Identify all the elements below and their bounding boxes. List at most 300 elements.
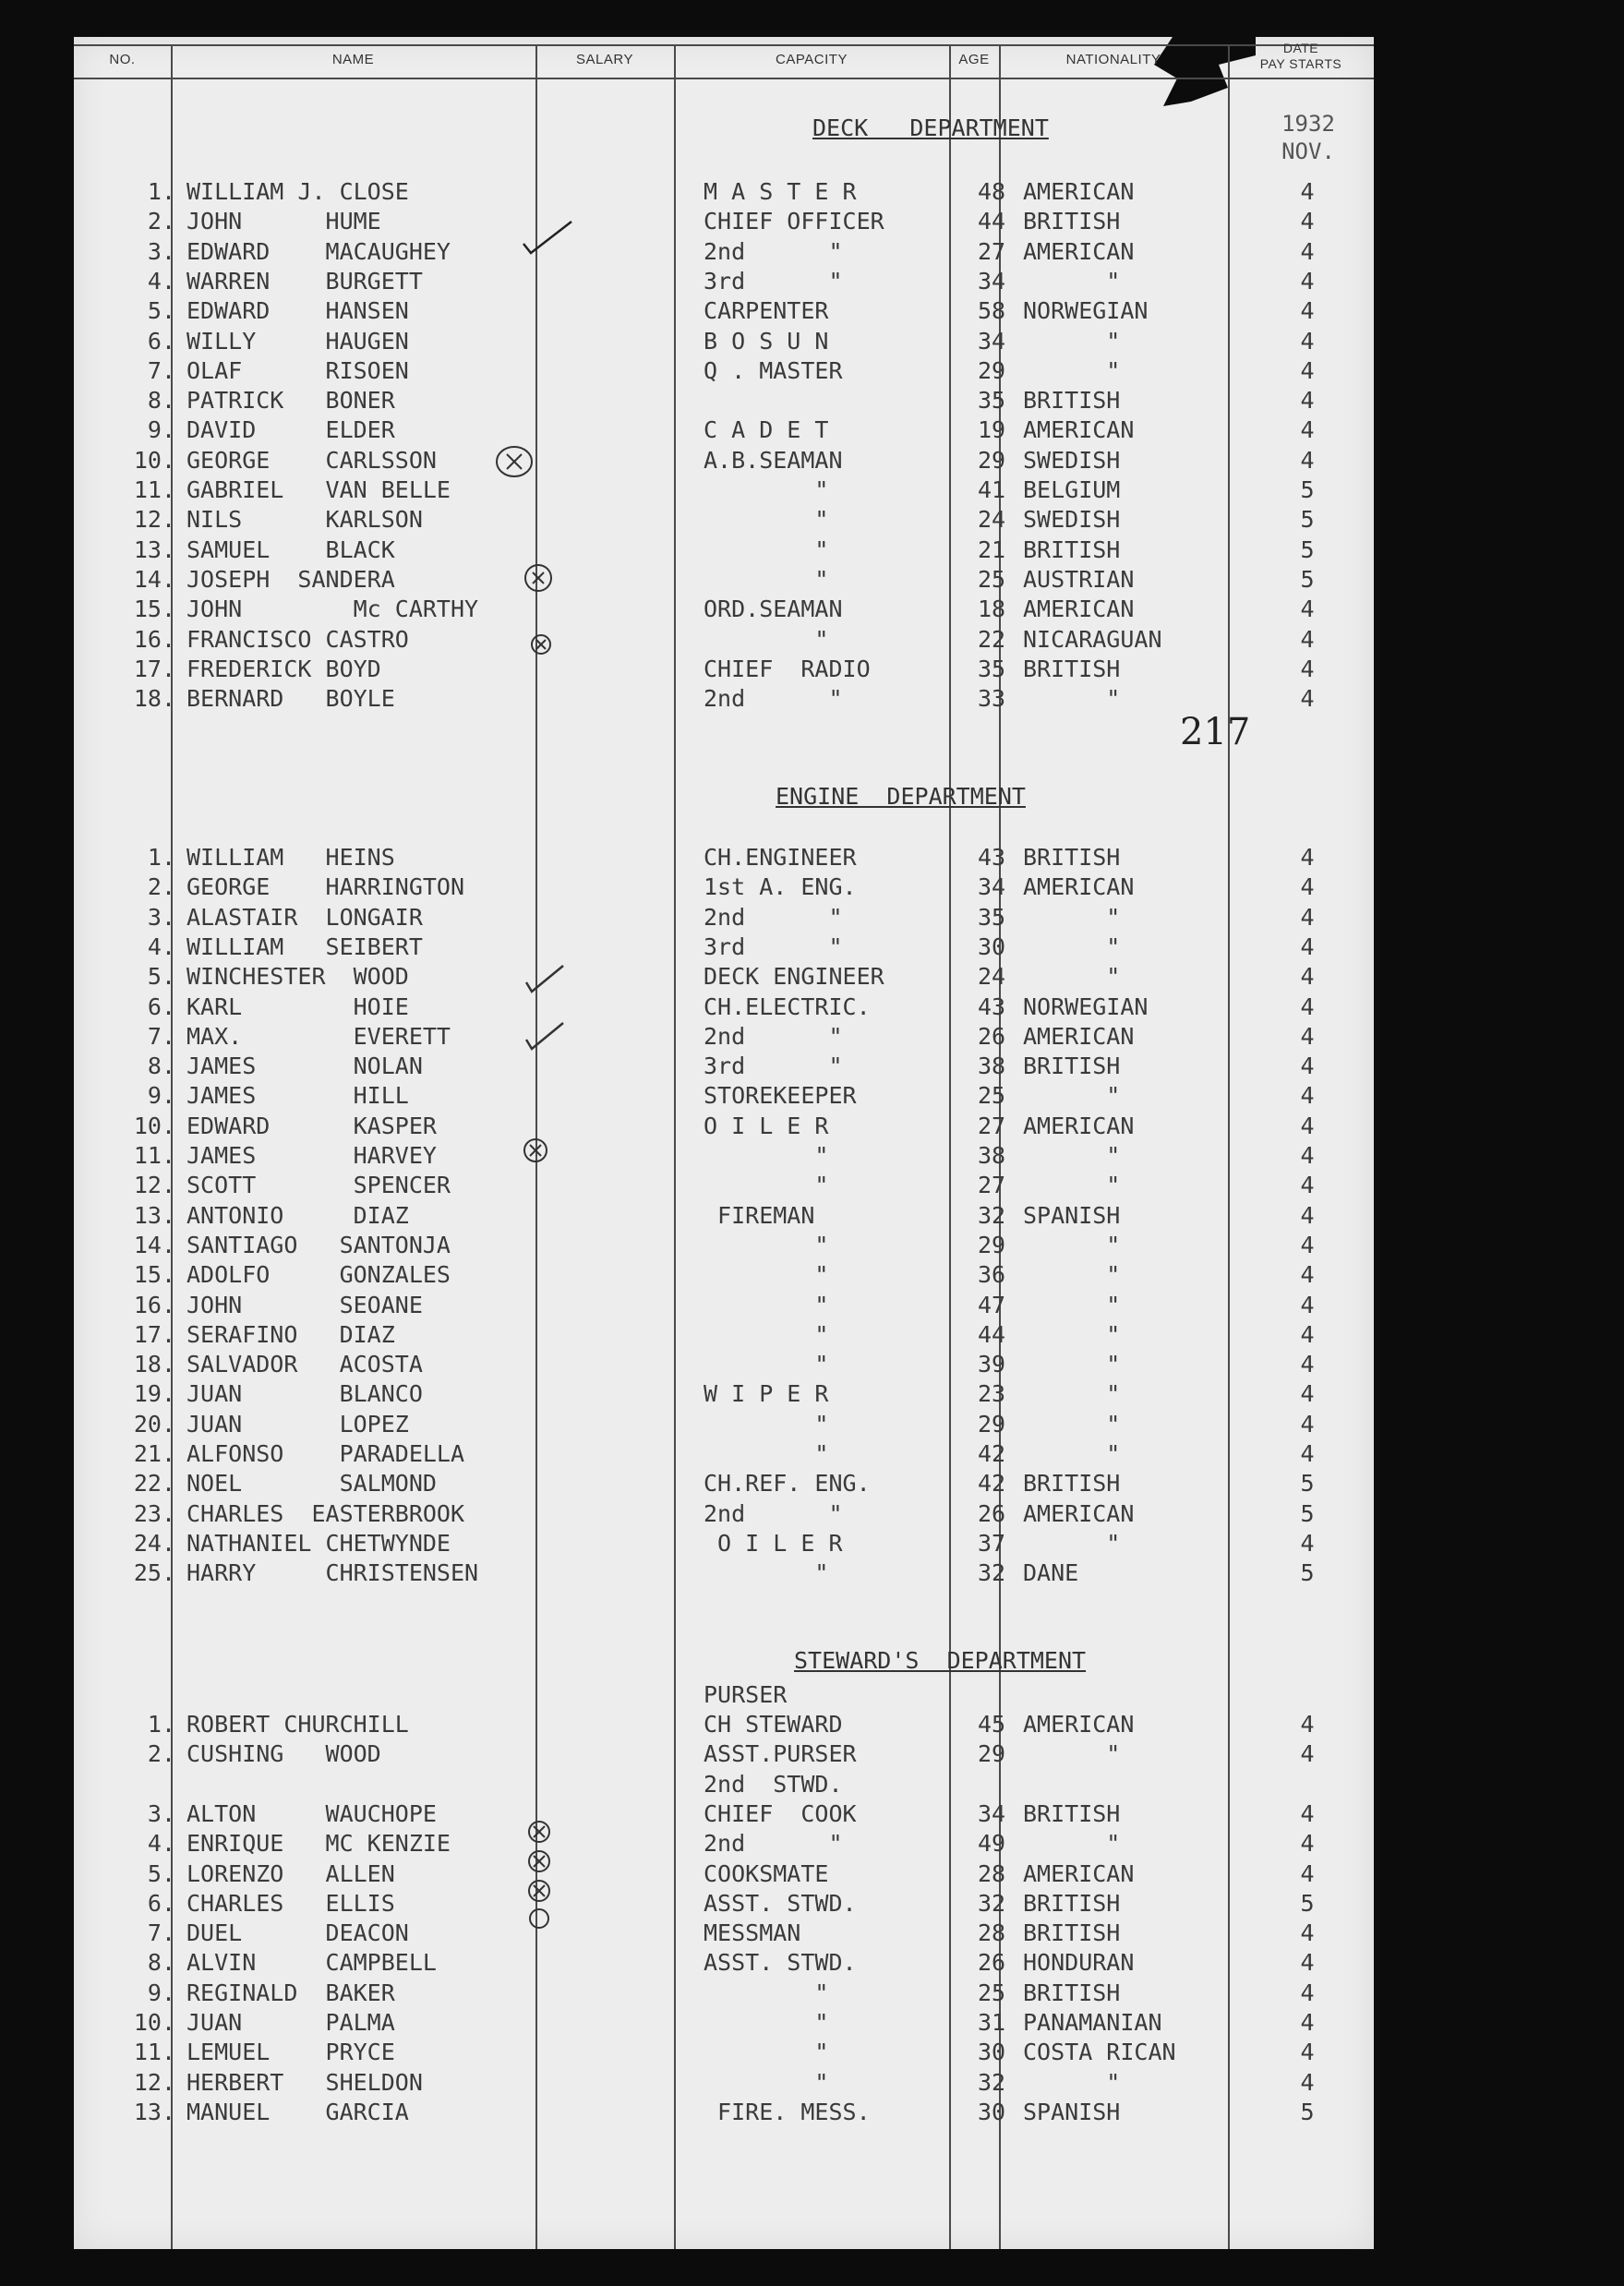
crew-row [74, 1948, 1374, 1978]
crew-row [74, 1829, 1374, 1859]
header-pay-starts: PAY STARTS [1259, 56, 1342, 71]
crew-age: 33 [977, 685, 1006, 713]
crew-nationality: BRITISH [1023, 1889, 1121, 1917]
crew-age: 30 [977, 2039, 1006, 2066]
crew-pay-start-date: 4 [1300, 2039, 1315, 2066]
crew-age: 36 [977, 1261, 1006, 1289]
crew-age: 49 [977, 1830, 1006, 1858]
crew-pay-start-date: 4 [1300, 387, 1315, 415]
crew-capacity: 3rd " [704, 1053, 843, 1080]
crew-name: JUAN PALMA [186, 2009, 395, 2036]
crew-number: 8. [147, 1053, 175, 1080]
department-title: STEWARD'S DEPARTMENT [794, 1647, 1087, 1674]
crew-number: 6. [147, 327, 175, 355]
crew-capacity: 1st A. ENG. [704, 873, 857, 901]
crew-number: 18. [133, 685, 175, 713]
check-mark [524, 962, 565, 999]
crew-pay-start-date: 4 [1300, 2068, 1315, 2096]
page-number-stamp: 217 [1180, 711, 1251, 753]
crew-capacity: " [704, 2039, 829, 2066]
crew-capacity: 2nd " [704, 1830, 843, 1858]
crew-name: FRANCISCO CASTRO [186, 625, 409, 653]
crew-number: 3. [147, 237, 175, 265]
crew-nationality: " [1023, 2068, 1121, 2096]
crew-age: 24 [977, 963, 1006, 991]
crew-name: SERAFINO DIAZ [186, 1320, 395, 1348]
crew-number: 2. [147, 208, 175, 235]
crew-age: 29 [977, 1740, 1006, 1768]
crew-row [74, 993, 1374, 1022]
crew-age: 41 [977, 476, 1006, 503]
crew-name: JAMES HARVEY [186, 1142, 437, 1169]
crew-row [74, 2008, 1374, 2038]
crew-nationality: BRITISH [1023, 1919, 1121, 1947]
crew-capacity: " [704, 476, 829, 503]
crew-name: GEORGE CARLSSON [186, 446, 437, 474]
crew-nationality: " [1023, 1291, 1121, 1318]
circled-x-mark [521, 1136, 550, 1169]
crew-number: 4. [147, 267, 175, 295]
crew-nationality: " [1023, 1231, 1121, 1258]
circled-x-stack-mark [524, 1819, 554, 1933]
crew-capacity: M A S T E R [704, 178, 857, 205]
crew-capacity: " [704, 1291, 829, 1318]
crew-pay-start-date: 4 [1300, 1201, 1315, 1229]
crew-capacity: CHIEF COOK [704, 1799, 857, 1827]
crew-nationality: " [1023, 1320, 1121, 1348]
crew-row [74, 2038, 1374, 2067]
crew-row [74, 903, 1374, 932]
crew-name: GEORGE HARRINGTON [186, 873, 465, 901]
crew-age: 35 [977, 387, 1006, 415]
crew-capacity: Q . MASTER [704, 356, 843, 384]
crew-capacity: ASST. STWD. [704, 1889, 857, 1917]
crew-nationality: AMERICAN [1023, 596, 1135, 623]
crew-number: 20. [133, 1410, 175, 1438]
crew-age: 25 [977, 1082, 1006, 1110]
crew-age: 27 [977, 1172, 1006, 1199]
crew-name: WILLIAM HEINS [186, 844, 395, 871]
crew-row [74, 2098, 1374, 2127]
crew-nationality: " [1023, 1380, 1121, 1408]
crew-age: 44 [977, 1320, 1006, 1348]
crew-number: 4. [147, 932, 175, 960]
crew-pay-start-date: 4 [1300, 873, 1315, 901]
crew-capacity: " [704, 1559, 829, 1587]
crew-capacity: " [704, 1172, 829, 1199]
crew-age: 39 [977, 1351, 1006, 1378]
crew-number: 10. [133, 2009, 175, 2036]
crew-row [74, 1919, 1374, 1948]
crew-age: 19 [977, 416, 1006, 444]
crew-name: HARRY CHRISTENSEN [186, 1559, 479, 1587]
crew-pay-start-date: 4 [1300, 1740, 1315, 1768]
crew-nationality: SWEDISH [1023, 446, 1121, 474]
crew-nationality: SWEDISH [1023, 506, 1121, 534]
crew-pay-start-date: 4 [1300, 655, 1315, 682]
crew-number: 1. [147, 844, 175, 871]
crew-row [74, 535, 1374, 565]
crew-row [74, 1770, 1374, 1799]
crew-name: OLAF RISOEN [186, 356, 409, 384]
crew-name: MAX. EVERETT [186, 1022, 451, 1050]
crew-name: KARL HOIE [186, 993, 409, 1020]
crew-capacity: " [704, 2068, 829, 2096]
crew-row [74, 505, 1374, 535]
crew-nationality: AMERICAN [1023, 1859, 1135, 1887]
header-name: NAME [331, 52, 375, 67]
header-no: NO. [109, 52, 136, 67]
crew-capacity: ORD.SEAMAN [704, 596, 843, 623]
crew-nationality: " [1023, 903, 1121, 931]
crew-pay-start-date: 4 [1300, 932, 1315, 960]
crew-row [74, 237, 1374, 267]
crew-pay-start-date: 4 [1300, 596, 1315, 623]
crew-nationality: SPANISH [1023, 1201, 1121, 1229]
crew-number: 9. [147, 1979, 175, 2006]
crew-number: 4. [147, 1830, 175, 1858]
crew-number: 12. [133, 1172, 175, 1199]
crew-row [74, 1022, 1374, 1052]
crew-capacity: " [704, 1142, 829, 1169]
header-age: AGE [958, 52, 990, 67]
crew-nationality: AMERICAN [1023, 237, 1135, 265]
crew-capacity: 3rd " [704, 267, 843, 295]
crew-name: LORENZO ALLEN [186, 1859, 395, 1887]
crew-nationality: " [1023, 685, 1121, 713]
crew-capacity: COOKSMATE [704, 1859, 829, 1887]
crew-age: 23 [977, 1380, 1006, 1408]
crew-number: 1. [147, 178, 175, 205]
crew-age: 29 [977, 1231, 1006, 1258]
crew-pay-start-date: 4 [1300, 1979, 1315, 2006]
crew-age: 25 [977, 565, 1006, 593]
crew-number: 3. [147, 903, 175, 931]
crew-age: 32 [977, 2068, 1006, 2096]
crew-row [74, 2068, 1374, 2098]
crew-pay-start-date: 4 [1300, 267, 1315, 295]
crew-number: 12. [133, 506, 175, 534]
crew-nationality: BRITISH [1023, 1799, 1121, 1827]
crew-row [74, 1799, 1374, 1829]
crew-nationality: DANE [1023, 1559, 1079, 1587]
crew-row [74, 1979, 1374, 2008]
crew-name: JOHN Mc CARTHY [186, 596, 479, 623]
crew-nationality: HONDURAN [1023, 1949, 1135, 1977]
crew-age: 26 [977, 1499, 1006, 1527]
crew-number: 13. [133, 2098, 175, 2125]
crew-row [74, 1739, 1374, 1769]
crew-capacity: " [704, 535, 829, 563]
crew-age: 42 [977, 1470, 1006, 1498]
circled-x-mark [528, 632, 554, 661]
crew-age: 26 [977, 1949, 1006, 1977]
crew-number: 21. [133, 1440, 175, 1467]
crew-capacity: 2nd " [704, 237, 843, 265]
crew-number: 13. [133, 1201, 175, 1229]
crew-capacity: CH.ENGINEER [704, 844, 857, 871]
crew-row [74, 1469, 1374, 1498]
crew-pay-start-date: 4 [1300, 1053, 1315, 1080]
crew-capacity: " [704, 1979, 829, 2006]
crew-pay-start-date: 5 [1300, 1499, 1315, 1527]
crew-age: 29 [977, 446, 1006, 474]
crew-pay-start-date: 5 [1300, 1470, 1315, 1498]
crew-nationality: " [1023, 267, 1121, 295]
crew-nationality: " [1023, 327, 1121, 355]
crew-name: GABRIEL VAN BELLE [186, 476, 451, 503]
crew-capacity: " [704, 1231, 829, 1258]
crew-row [74, 1710, 1374, 1739]
crew-capacity: CH.ELECTRIC. [704, 993, 871, 1020]
crew-age: 38 [977, 1053, 1006, 1080]
crew-name: WILLIAM SEIBERT [186, 932, 423, 960]
crew-name: SANTIAGO SANTONJA [186, 1231, 451, 1258]
crew-age: 34 [977, 267, 1006, 295]
crew-pay-start-date: 4 [1300, 963, 1315, 991]
crew-age: 21 [977, 535, 1006, 563]
crew-capacity: " [704, 1320, 829, 1348]
crew-number: 11. [133, 476, 175, 503]
crew-nationality: AMERICAN [1023, 178, 1135, 205]
crew-name: ANTONIO DIAZ [186, 1201, 409, 1229]
crew-number: 1. [147, 1711, 175, 1738]
crew-name: HERBERT SHELDON [186, 2068, 423, 2096]
crew-name: JOHN SEOANE [186, 1291, 423, 1318]
crew-capacity: FIREMAN [704, 1201, 815, 1229]
crew-row [74, 1379, 1374, 1409]
crew-number: 15. [133, 596, 175, 623]
crew-pay-start-date: 4 [1300, 1172, 1315, 1199]
crew-nationality: BRITISH [1023, 1470, 1121, 1498]
crew-name: DAVID ELDER [186, 416, 395, 444]
crew-capacity: " [704, 1410, 829, 1438]
crew-nationality: BRITISH [1023, 208, 1121, 235]
crew-pay-start-date: 4 [1300, 685, 1315, 713]
crew-name: EDWARD HANSEN [186, 297, 409, 325]
crew-pay-start-date: 4 [1300, 356, 1315, 384]
crew-age: 38 [977, 1142, 1006, 1169]
header-date-pay-starts [1228, 41, 1374, 72]
crew-number: 5. [147, 1859, 175, 1887]
crew-nationality: " [1023, 1740, 1121, 1768]
crew-row [74, 1231, 1374, 1260]
crew-age: 35 [977, 655, 1006, 682]
crew-name: NILS KARLSON [186, 506, 423, 534]
crew-row [74, 1558, 1374, 1588]
crew-nationality: BRITISH [1023, 387, 1121, 415]
crew-pay-start-date: 5 [1300, 1559, 1315, 1587]
crew-name: JUAN BLANCO [186, 1380, 423, 1408]
crew-row [74, 475, 1374, 505]
crew-number: 14. [133, 565, 175, 593]
crew-pay-start-date: 4 [1300, 1799, 1315, 1827]
header-capacity: CAPACITY [776, 52, 848, 67]
crew-row [74, 207, 1374, 236]
crew-capacity: 2nd " [704, 685, 843, 713]
department-title: DECK DEPARTMENT [812, 114, 1049, 141]
crew-name: ALTON WAUCHOPE [186, 1799, 437, 1827]
crew-capacity: 3rd " [704, 932, 843, 960]
crew-capacity: MESSMAN [704, 1919, 801, 1947]
crew-capacity: 2nd " [704, 903, 843, 931]
crew-number: 24. [133, 1529, 175, 1557]
crew-nationality: AUSTRIAN [1023, 565, 1135, 593]
crew-capacity: DECK ENGINEER [704, 963, 884, 991]
crew-row [74, 1171, 1374, 1200]
crew-name: LEMUEL PRYCE [186, 2039, 395, 2066]
crew-number: 22. [133, 1470, 175, 1498]
crew-pay-start-date: 4 [1300, 1711, 1315, 1738]
crew-name: JAMES NOLAN [186, 1053, 423, 1080]
crew-name: SCOTT SPENCER [186, 1172, 451, 1199]
header-top-rule [74, 44, 1374, 46]
crew-row [74, 1410, 1374, 1439]
crew-pay-start-date: 5 [1300, 2098, 1315, 2125]
crew-number: 8. [147, 387, 175, 415]
crew-age: 31 [977, 2009, 1006, 2036]
header-nationality: NATIONALITY [1065, 52, 1161, 67]
crew-number: 7. [147, 1022, 175, 1050]
crew-nationality: BELGIUM [1023, 476, 1121, 503]
crew-pay-start-date: 4 [1300, 2009, 1315, 2036]
crew-number: 3. [147, 1799, 175, 1827]
crew-pay-start-date: 4 [1300, 1291, 1315, 1318]
crew-number: 11. [133, 1142, 175, 1169]
crew-pay-start-date: 4 [1300, 1231, 1315, 1258]
crew-name: MANUEL GARCIA [186, 2098, 409, 2125]
crew-nationality: " [1023, 963, 1121, 991]
crew-capacity: CH.REF. ENG. [704, 1470, 871, 1498]
crew-name: JUAN LOPEZ [186, 1410, 409, 1438]
crew-row [74, 684, 1374, 714]
crew-nationality: AMERICAN [1023, 1711, 1135, 1738]
crew-pay-start-date: 5 [1300, 506, 1315, 534]
crew-name: DUEL DEACON [186, 1919, 409, 1947]
crew-pay-start-date: 4 [1300, 1142, 1315, 1169]
crew-row [74, 1529, 1374, 1558]
crew-capacity: STOREKEEPER [704, 1082, 857, 1110]
crew-pay-start-date: 4 [1300, 844, 1315, 871]
crew-nationality: AMERICAN [1023, 1499, 1135, 1527]
crew-pay-start-date: 4 [1300, 1919, 1315, 1947]
crew-number: 9. [147, 1082, 175, 1110]
crew-number: 11. [133, 2039, 175, 2066]
check-mark [524, 1019, 565, 1056]
crew-name: ALVIN CAMPBELL [186, 1949, 437, 1977]
crew-capacity: O I L E R [704, 1529, 843, 1557]
crew-number: 25. [133, 1559, 175, 1587]
crew-pay-start-date: 5 [1300, 535, 1315, 563]
crew-number: 16. [133, 625, 175, 653]
crew-pay-start-date: 4 [1300, 446, 1315, 474]
crew-age: 30 [977, 2098, 1006, 2125]
crew-capacity: A.B.SEAMAN [704, 446, 843, 474]
crew-name: CHARLES EASTERBROOK [186, 1499, 465, 1527]
crew-row [74, 843, 1374, 872]
crew-name: CUSHING WOOD [186, 1740, 381, 1768]
crew-age: 35 [977, 903, 1006, 931]
crew-age: 27 [977, 1112, 1006, 1139]
crew-row [74, 1291, 1374, 1320]
crew-row [74, 446, 1374, 475]
crew-age: 25 [977, 1979, 1006, 2006]
crew-list-sheet [74, 37, 1374, 2249]
crew-pay-start-date: 4 [1300, 1410, 1315, 1438]
crew-pay-start-date: 4 [1300, 1949, 1315, 1977]
crew-name: ADOLFO GONZALES [186, 1261, 451, 1289]
crew-capacity: 2nd " [704, 1499, 843, 1527]
crew-name: BERNARD BOYLE [186, 685, 395, 713]
crew-capacity: CHIEF OFFICER [704, 208, 884, 235]
crew-number: 7. [147, 356, 175, 384]
crew-age: 37 [977, 1529, 1006, 1557]
crew-name: SAMUEL BLACK [186, 535, 395, 563]
crew-pay-start-date: 5 [1300, 565, 1315, 593]
crew-pay-start-date: 4 [1300, 237, 1315, 265]
crew-row [74, 296, 1374, 326]
crew-row [74, 1081, 1374, 1111]
crew-pay-start-date: 4 [1300, 1022, 1315, 1050]
crew-row [74, 267, 1374, 296]
crew-row [74, 415, 1374, 445]
crew-number: 17. [133, 1320, 175, 1348]
crew-pay-start-date: 4 [1300, 1830, 1315, 1858]
crew-pay-start-date: 4 [1300, 1082, 1315, 1110]
crew-pay-start-date: 4 [1300, 1440, 1315, 1467]
crew-pay-start-date: 4 [1300, 297, 1315, 325]
crew-nationality: AMERICAN [1023, 1112, 1135, 1139]
crew-name: ALASTAIR LONGAIR [186, 903, 423, 931]
crew-number: 2. [147, 1740, 175, 1768]
crew-pay-start-date: 4 [1300, 1859, 1315, 1887]
crew-age: 43 [977, 993, 1006, 1020]
crew-age: 29 [977, 1410, 1006, 1438]
crew-name: REGINALD BAKER [186, 1979, 395, 2006]
crew-nationality: " [1023, 932, 1121, 960]
crew-name: SALVADOR ACOSTA [186, 1351, 423, 1378]
crew-age: 34 [977, 327, 1006, 355]
crew-capacity: 2nd STWD. [704, 1770, 843, 1798]
crew-name: EDWARD MACAUGHEY [186, 237, 451, 265]
crew-nationality: BRITISH [1023, 844, 1121, 871]
crew-capacity: CH STEWARD [704, 1711, 843, 1738]
crew-row [74, 1320, 1374, 1350]
crew-capacity: W I P E R [704, 1380, 829, 1408]
crew-age: 30 [977, 932, 1006, 960]
crew-pay-start-date: 4 [1300, 1351, 1315, 1378]
check-mark [522, 220, 573, 260]
crew-nationality: " [1023, 1142, 1121, 1169]
crew-nationality: " [1023, 1082, 1121, 1110]
crew-row [74, 386, 1374, 415]
crew-number: 8. [147, 1949, 175, 1977]
crew-row [74, 1260, 1374, 1290]
crew-pay-start-date: 4 [1300, 327, 1315, 355]
crew-age: 44 [977, 208, 1006, 235]
header-salary: SALARY [576, 52, 633, 67]
crew-nationality: PANAMANIAN [1023, 2009, 1162, 2036]
crew-nationality: " [1023, 1830, 1121, 1858]
crew-age: 26 [977, 1022, 1006, 1050]
crew-pay-start-date: 4 [1300, 1112, 1315, 1139]
crew-nationality: " [1023, 1529, 1121, 1557]
crew-capacity: " [704, 506, 829, 534]
crew-name: WARREN BURGETT [186, 267, 423, 295]
crew-row [74, 872, 1374, 902]
crew-age: 42 [977, 1440, 1006, 1467]
crew-age: 47 [977, 1291, 1006, 1318]
